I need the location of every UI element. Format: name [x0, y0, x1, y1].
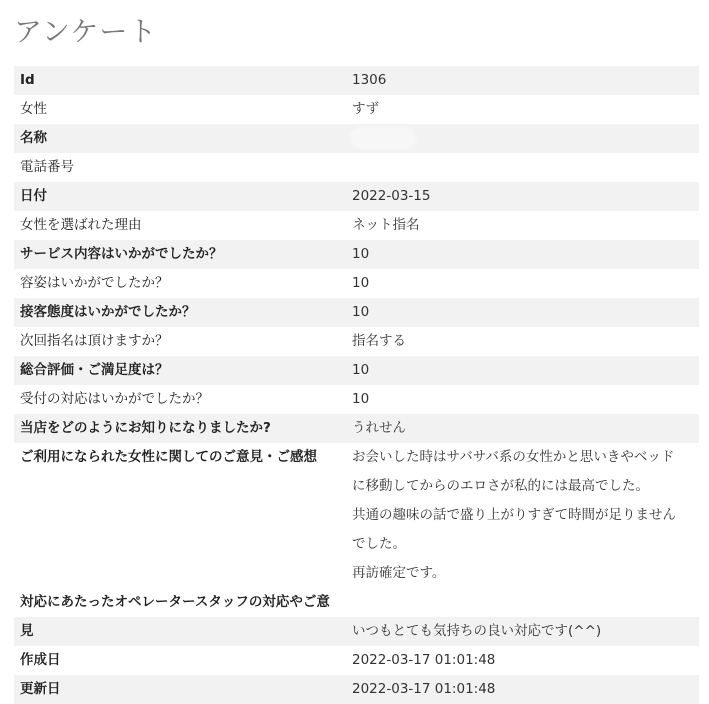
table-row	[14, 385, 699, 414]
row-label-date: 日付	[14, 182, 346, 211]
row-label-service: サービス内容はいかがでしたか？	[14, 240, 346, 269]
feedback-line: お会いした時はサバサバ系の女性かと思いきやベッド	[352, 449, 675, 465]
row-value-reason: ネット指名	[352, 217, 420, 233]
row-label-operator-cont: 見	[14, 617, 346, 646]
table-row	[14, 269, 699, 298]
row-label-operator: 対応にあたったオペレータースタッフの対応やご意	[20, 594, 330, 610]
table-row	[14, 66, 699, 95]
table-row	[14, 182, 699, 211]
row-label-phone: 電話番号	[20, 159, 74, 175]
row-value-overall: 10	[346, 356, 699, 385]
table-row	[14, 95, 699, 124]
row-label-source: 当店をどのようにお知りになりましたか?	[14, 414, 346, 443]
feedback-line: 共通の趣味の話で盛り上がりすぎて時間が足りません	[352, 507, 676, 523]
row-label-attitude: 接客態度はいかがでしたか？	[14, 298, 346, 327]
page-title: アンケート	[14, 15, 158, 48]
row-label-lady: 女性	[20, 101, 47, 117]
feedback-line: でした。	[352, 536, 406, 552]
table-row	[14, 443, 699, 588]
table-row	[14, 211, 699, 240]
feedback-line: 再訪確定です。	[352, 565, 446, 581]
row-label-created: 作成日	[20, 652, 61, 668]
row-label-appearance: 容姿はいかがでしたか？	[20, 275, 169, 291]
table-row	[14, 356, 699, 385]
table-row	[14, 124, 699, 153]
row-label-reason: 女性を選ばれた理由	[20, 217, 142, 233]
row-value-created: 2022-03-17 01:01:48	[352, 652, 496, 668]
row-value-next-booking: 指名する	[352, 333, 406, 349]
row-value-service: 10	[346, 240, 699, 269]
row-label-id: Id	[14, 66, 346, 95]
table-row	[14, 327, 699, 356]
table-row	[14, 153, 699, 182]
table-row	[14, 646, 699, 675]
row-value-name	[346, 124, 699, 153]
redacted-name	[352, 129, 414, 147]
table-row	[14, 588, 699, 617]
row-label-next-booking: 次回指名は頂けますか？	[20, 333, 169, 349]
row-value-updated: 2022-03-17 01:01:48	[346, 675, 699, 704]
row-label-updated: 更新日	[14, 675, 346, 704]
table-row	[14, 298, 699, 327]
row-value-operator: いつもとても気持ちの良い対応です(^^)	[346, 617, 699, 646]
row-label-feedback: ご利用になられた女性に関してのご意見・ご感想	[20, 449, 317, 465]
table-row	[14, 617, 699, 646]
row-value-reception: 10	[352, 391, 370, 407]
row-value-appearance: 10	[352, 275, 370, 291]
survey-table	[14, 66, 699, 704]
row-value-attitude: 10	[346, 298, 699, 327]
row-value-source: うれせん	[346, 414, 699, 443]
row-value-phone	[346, 153, 699, 182]
table-row	[14, 414, 699, 443]
table-row	[14, 240, 699, 269]
feedback-line: に移動してからのエロさが私的には最高でした。	[352, 478, 649, 494]
row-value-lady: すず	[352, 101, 380, 117]
row-value-id: 1306	[346, 66, 699, 95]
table-row	[14, 675, 699, 704]
row-label-overall: 総合評価・ご満足度は？	[14, 356, 346, 385]
row-value-date: 2022-03-15	[346, 182, 699, 211]
row-label-name: 名称	[14, 124, 346, 153]
row-value-feedback	[346, 443, 699, 588]
row-label-reception: 受付の対応はいかがでしたか？	[20, 391, 209, 407]
